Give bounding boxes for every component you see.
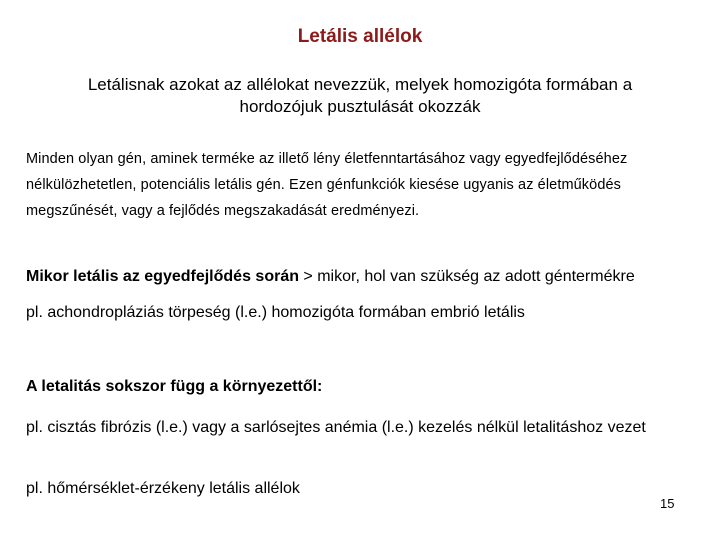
- timing-text: > mikor, hol van szükség az adott géntermékre: [298, 268, 635, 285]
- environment-heading: A letalitás sokszor függ a környezettől:: [26, 378, 323, 395]
- example-cystic-fibrosis: pl. cisztás fibrózis (l.e.) vagy a sarlósejtes anémia (l.e.) kezelés nélkül letalitáshoz vezet: [26, 419, 646, 436]
- timing-heading: Mikor letális az egyedfejlődés során: [26, 268, 299, 285]
- page-number: 15: [660, 496, 675, 511]
- definition-paragraph: Minden olyan gén, aminek terméke az illető lény életfenntartásához vagy egyedfejlődéséhez nélkülözhetetlen, potenciális letális gén. Ezen génfunkciók kiesése ugyanis az életműködés megszűnését, vagy a fejlődés megszakadását eredményezi.: [26, 151, 628, 219]
- slide-subtitle: Letálisnak azokat az allélokat nevezzük, melyek homozigóta formában a hordozójuk pusztulását okozzák: [87, 75, 633, 116]
- slide-title: Letális allélok: [297, 26, 423, 47]
- example-achondroplasia: pl. achondropláziás törpeség (l.e.) homozigóta formában embrió letális: [26, 304, 525, 321]
- example-temperature-sensitive: pl. hőmérséklet-érzékeny letális allélok: [26, 480, 300, 497]
- timing-line: [26, 268, 635, 286]
